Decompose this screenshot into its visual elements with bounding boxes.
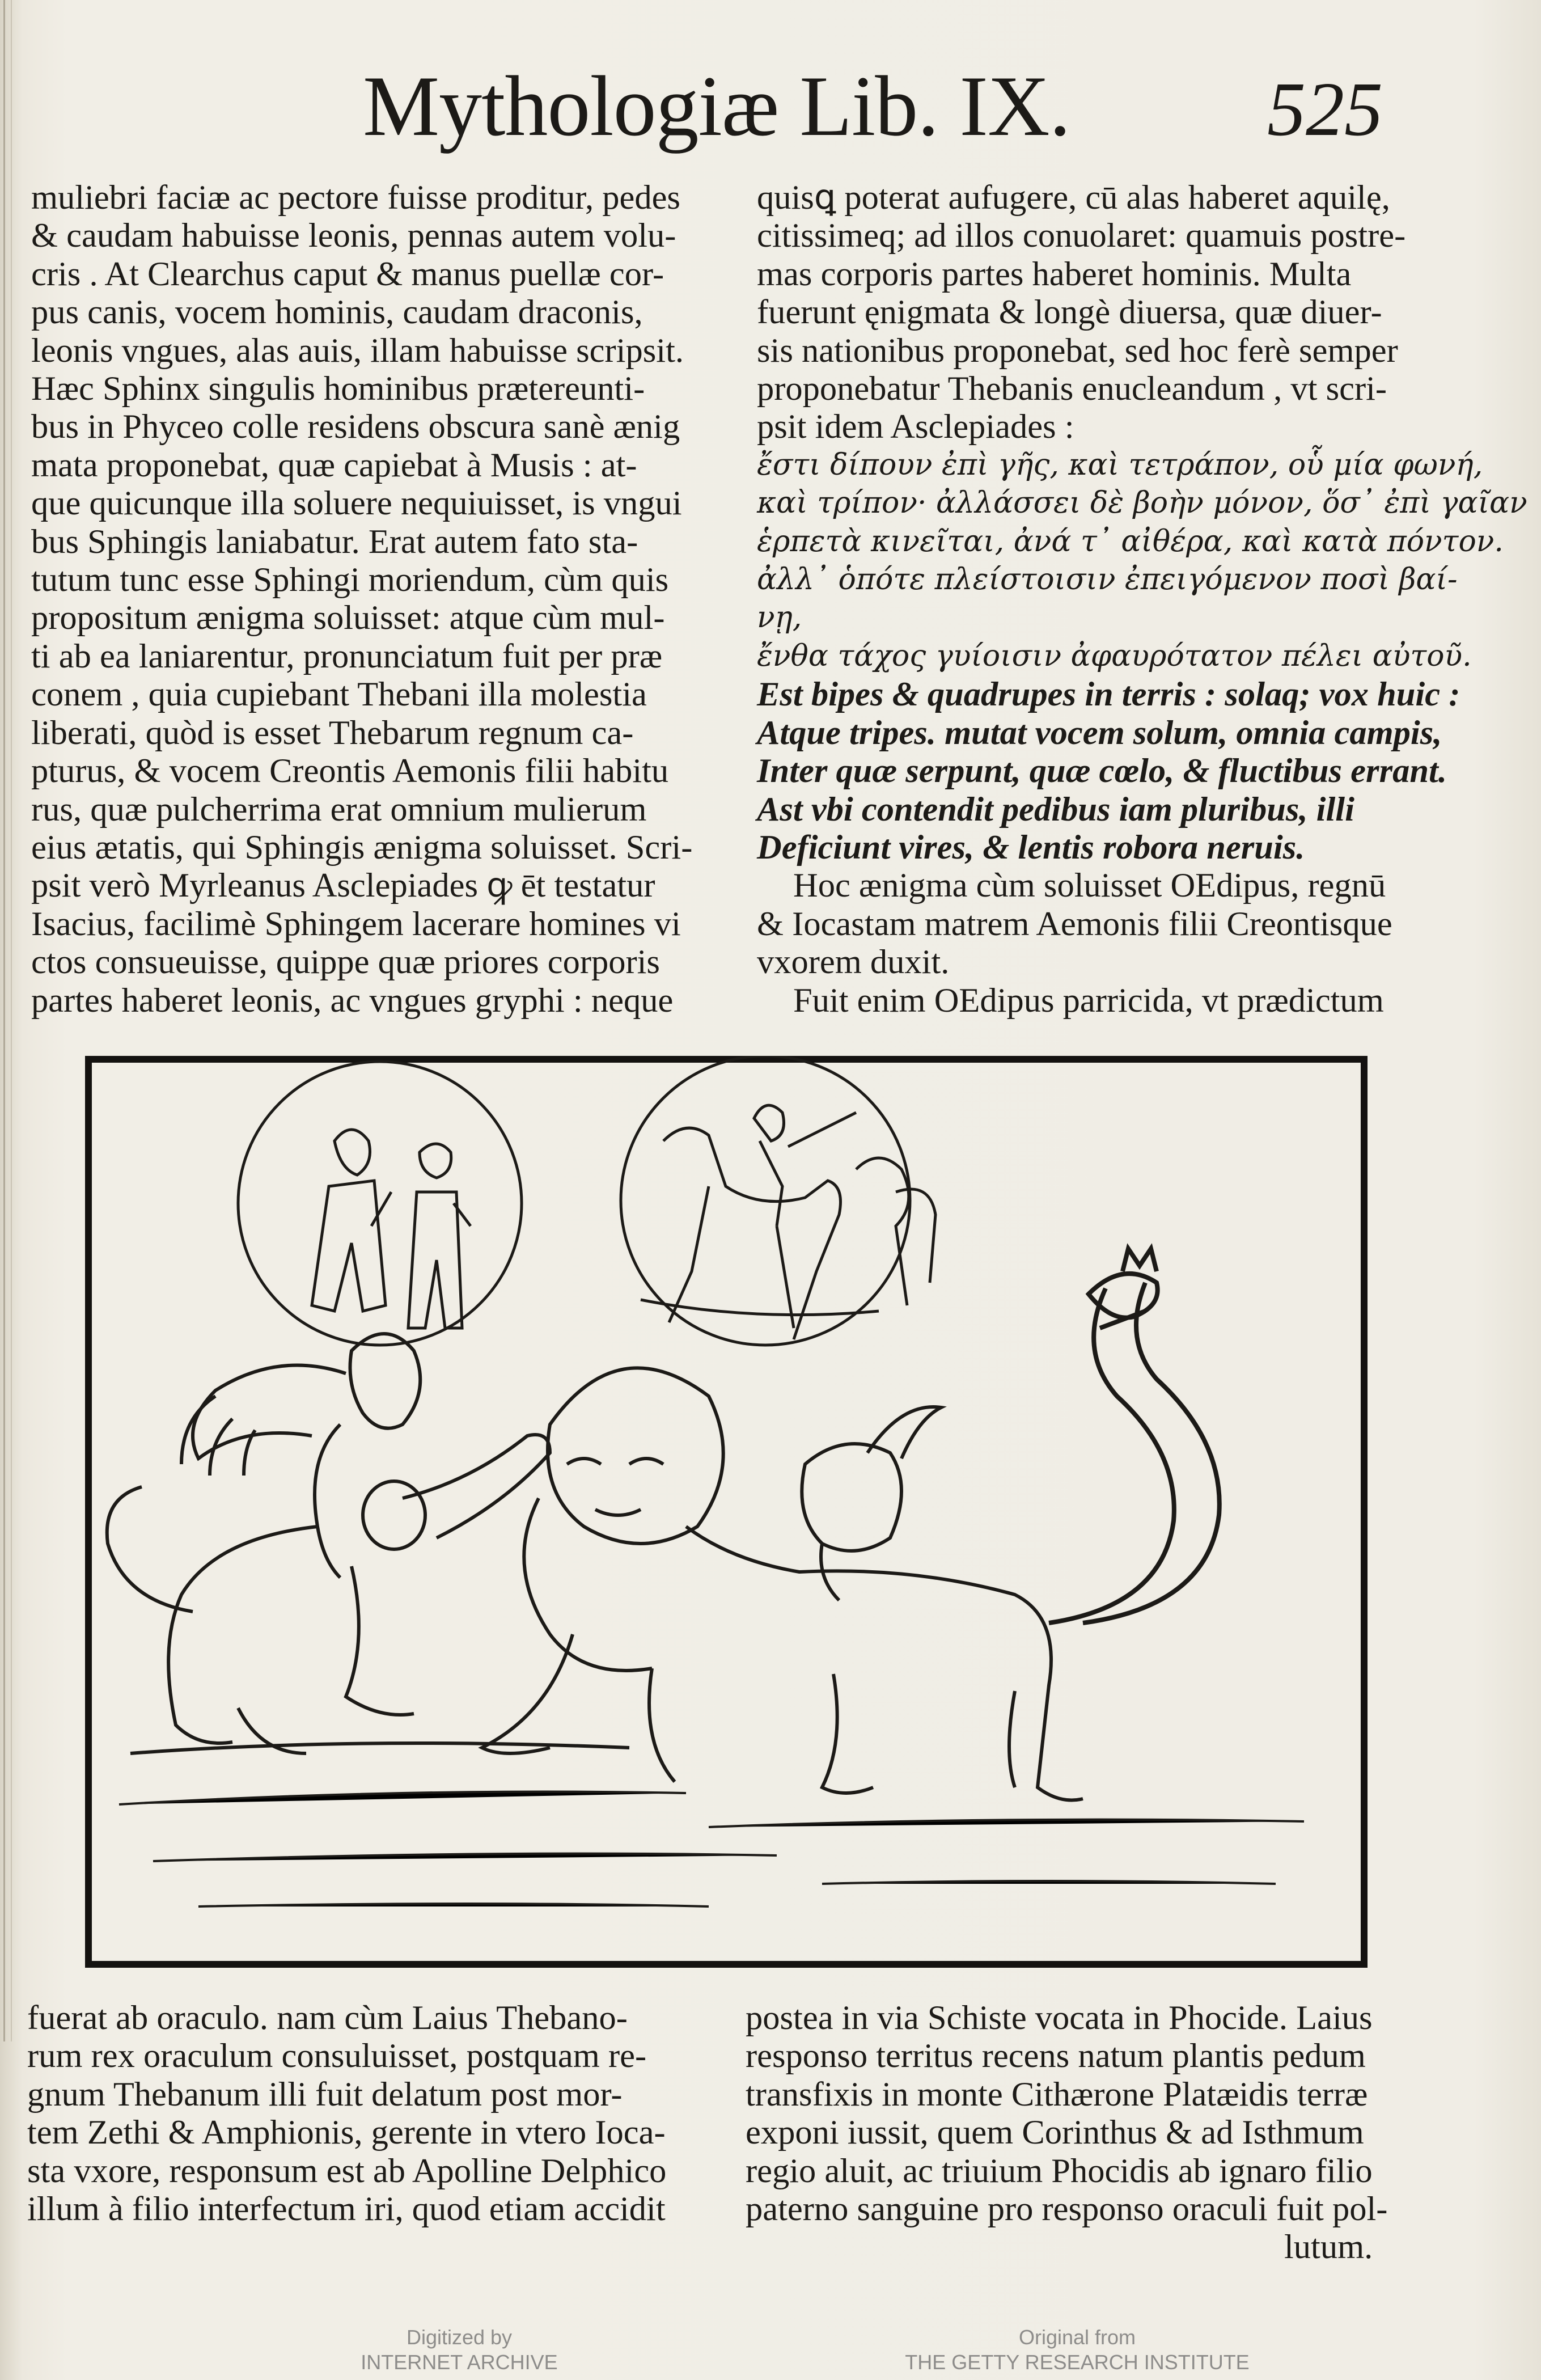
- text-line: postea in via Schiste vocata in Phocide. Laius: [746, 1999, 1373, 2037]
- text-line: fuerunt ęnigmata & longè diuersa, quæ diuer-: [757, 293, 1382, 332]
- text-line: quisꝗ poterat aufugere, cū alas haberet aquilę,: [757, 179, 1390, 217]
- text-line: proponebatur Thebanis enucleandum , vt scri-: [757, 370, 1387, 408]
- credit-line: INTERNET ARCHIVE: [361, 2351, 558, 2374]
- roundel-right: [621, 1056, 935, 1345]
- latin-verse-line: Ast vbi contendit pedibus iam pluribus, illi: [757, 790, 1354, 828]
- text-line: paterno sanguine pro responso oraculi fuit pol-: [746, 2190, 1388, 2229]
- text-line: sta vxore, responsum est ab Apolline Delphico: [27, 2151, 667, 2190]
- text-line: responso territus recens natum plantis pedum: [746, 2037, 1366, 2075]
- text-line: pturus, & vocem Creontis Aemonis filii habitu: [31, 752, 669, 790]
- text-line: vxorem duxit.: [757, 943, 950, 982]
- text-line: mas corporis partes haberet hominis. Multa: [757, 255, 1352, 293]
- text-line: liberati, quòd is esset Thebarum regnum ca-: [31, 713, 634, 752]
- text-line: citissimeq; ad illos conuolaret: quamuis postre-: [757, 217, 1406, 255]
- text-line: regio aluit, ac triuium Phocidis ab ignaro filio: [746, 2151, 1373, 2190]
- text-line: rus, quæ pulcherrima erat omnium mulierum: [31, 790, 647, 828]
- text-line: psit idem Asclepiades :: [757, 408, 1074, 446]
- greek-verse-line: ἔνθα τάχος γυίοισιν ἀφαυρότατον πέλει αὐτοῦ.: [757, 639, 1472, 673]
- text-line: tutum tunc esse Sphingi moriendum, cùm quis: [31, 561, 669, 599]
- text-line: exponi iussit, quem Corinthus & ad Isthmum: [746, 2113, 1364, 2152]
- text-line: psit verò Myrleanus Asclepiades ꝙ ēt testatur: [31, 866, 655, 905]
- text-line: & Iocastam matrem Aemonis filii Creontisque: [757, 904, 1392, 943]
- digitized-by-credit: [346, 2325, 573, 2375]
- text-line: bus in Phyceo colle residens obscura sanè ænig: [31, 408, 680, 446]
- text-line: ctos consueuisse, quippe quæ priores corporis: [31, 943, 660, 982]
- latin-verse-line: Atque tripes. mutat vocem solum, omnia campis,: [757, 713, 1442, 752]
- text-line: muliebri faciæ ac pectore fuisse proditur, pedes: [31, 179, 680, 217]
- text-line: Fuit enim OEdipus parricida, vt prædictum: [793, 981, 1384, 1020]
- text-line: eius ætatis, qui Sphingis ænigma soluisset. Scri-: [31, 828, 693, 866]
- greek-verse-line: καὶ τρίπον· ἀλλάσσει δὲ βοὴν μόνον, ὅσ᾽ ἐπὶ γαῖαν: [757, 486, 1527, 521]
- text-line: Isacius, facilimè Sphingem lacerare homines vi: [31, 904, 681, 943]
- page-gutter-edge: [3, 0, 12, 2041]
- latin-verse-line: Est bipes & quadrupes in terris : solaq; vox huic :: [757, 675, 1460, 714]
- greek-verse-line: νῃ,: [757, 601, 802, 635]
- lion-figure: [482, 1368, 1083, 1800]
- ground-hatching: [119, 1792, 1304, 1907]
- credit-line: Original from: [1018, 2326, 1136, 2349]
- running-header-title: Mythologiæ Lib. IX.: [363, 58, 1070, 154]
- credit-line: Digitized by: [406, 2326, 513, 2349]
- roundel-left: [238, 1062, 522, 1345]
- text-line: tem Zethi & Amphionis, gerente in vtero Ioca-: [27, 2113, 666, 2152]
- text-line: Hæc Sphinx singulis hominibus prætereunti-: [31, 370, 645, 408]
- serpent-tail-figure: [1049, 1249, 1220, 1623]
- original-from-credit: [884, 2325, 1270, 2375]
- text-line: fuerat ab oraculo. nam cùm Laius Thebano-: [27, 1999, 628, 2037]
- text-line: transfixis in monte Cithærone Platæidis terræ: [746, 2075, 1368, 2113]
- text-line: illum à filio interfectum iri, quod etiam accidit: [27, 2190, 666, 2229]
- text-line: leonis vngues, alas auis, illam habuisse scripsit.: [31, 331, 684, 370]
- woodcut-illustration: [85, 1056, 1368, 1968]
- text-line: pus canis, vocem hominis, caudam draconis,: [31, 293, 643, 332]
- text-line: sis nationibus proponebat, sed hoc ferè semper: [757, 331, 1398, 370]
- greek-verse-line: ἔστι δίπουν ἐπὶ γῆς, καὶ τετράπον, οὗ μία φωνή,: [757, 447, 1483, 482]
- text-line: gnum Thebanum illi fuit delatum post mor-: [27, 2075, 623, 2113]
- latin-verse-line: Inter quæ serpunt, quæ cœlo, & fluctibus errant.: [757, 752, 1447, 790]
- left-column-bottom: [27, 1999, 719, 2228]
- text-line: rum rex oraculum consuluisset, postquam re-: [27, 2037, 647, 2075]
- text-line: que quicunque illa soluere nequiuisset, is vngui: [31, 484, 682, 523]
- text-line: cris . At Clearchus caput & manus puellæ cor-: [31, 255, 664, 293]
- text-line: partes haberet leonis, ac vngues gryphi : neque: [31, 981, 674, 1020]
- text-line: propositum ænigma soluisset: atque cùm mul-: [31, 599, 665, 637]
- text-line: & caudam habuisse leonis, pennas autem volu-: [31, 217, 676, 255]
- greek-verse-line: ἑρπετὰ κινεῖται, ἀνά τ᾽ αἰθέρα, καὶ κατὰ πόντον.: [757, 524, 1504, 559]
- right-column-top: [757, 179, 1527, 1020]
- page-number: 525: [1267, 67, 1383, 152]
- credit-line: THE GETTY RESEARCH INSTITUTE: [905, 2351, 1250, 2374]
- text-line: conem , quia cupiebant Thebani illa molestia: [31, 675, 647, 714]
- text-line: mata proponebat, quæ capiebat à Musis : at-: [31, 446, 637, 484]
- text-line: bus Sphingis laniabatur. Erat autem fato sta-: [31, 522, 638, 561]
- right-column-bottom: [746, 1999, 1477, 2267]
- sphinx-figure: [107, 1334, 629, 1753]
- greek-verse-line: ἀλλ᾽ ὁπότε πλείστοισιν ἐπειγόμενον ποσὶ βαί-: [757, 563, 1458, 597]
- text-line: ti ab ea laniarentur, pronunciatum fuit per præ: [31, 637, 663, 675]
- left-column-top: [31, 179, 717, 1020]
- latin-verse-line: Deficiunt vires, & lentis robora neruis.: [757, 828, 1305, 866]
- text-line: lutum.: [1284, 2228, 1373, 2267]
- text-line: Hoc ænigma cùm soluisset OEdipus, regnū: [793, 866, 1386, 905]
